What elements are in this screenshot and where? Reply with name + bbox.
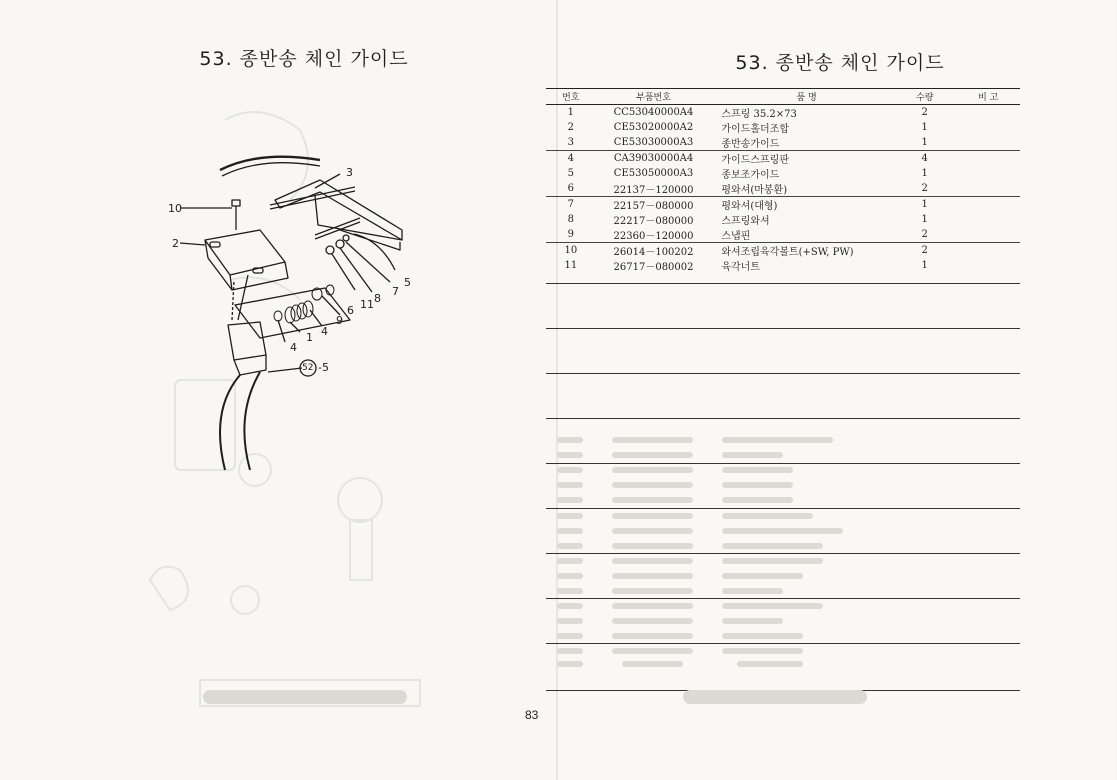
left-page <box>0 0 558 780</box>
empty-row-rule <box>546 418 1020 419</box>
cell-part-no: CC53040000A4 <box>613 107 694 118</box>
cell-part-no: 22157－080000 <box>613 201 694 212</box>
header-part-no: 부품번호 <box>596 89 712 105</box>
cell-remark <box>956 227 1020 243</box>
left-page-title: 53. 종반송 체인 가이드 <box>199 48 409 70</box>
cell-remark <box>956 243 1020 259</box>
cell-name: 스프링 35.2×73 <box>721 109 797 120</box>
empty-row-rule <box>546 373 1020 374</box>
cell-no: 8 <box>567 214 575 225</box>
table-row <box>546 151 1020 167</box>
cell-qty: 1 <box>893 135 956 151</box>
empty-row-rule <box>546 283 1020 284</box>
cell-no: 10 <box>564 245 578 256</box>
cell-name: 가이드홀더조합 <box>721 124 789 135</box>
cell-remark <box>956 197 1020 213</box>
cell-part-no: 22217－080000 <box>613 216 694 227</box>
cell-part-no: CA39030000A4 <box>613 153 694 164</box>
cell-name: 가이드스프링판 <box>721 155 789 166</box>
header-qty: 수량 <box>893 89 956 105</box>
callout-5: 5 <box>404 276 411 289</box>
cell-qty: 2 <box>893 227 956 243</box>
cell-name: 스냅핀 <box>711 227 893 243</box>
cell-part-no: CE53020000A2 <box>613 122 694 133</box>
cell-part-no: 22137－120000 <box>596 181 712 197</box>
cell-qty: 4 <box>921 153 928 164</box>
cell-remark <box>956 151 1020 167</box>
cell-qty: 1 <box>921 168 928 179</box>
table-row <box>546 135 1020 151</box>
cell-no: 6 <box>546 181 596 197</box>
header-no: 번호 <box>546 89 596 105</box>
cell-no: 2 <box>567 122 575 133</box>
cell-no: 3 <box>546 135 596 151</box>
callout-9: 9 <box>336 314 343 327</box>
cell-name: 스프링와셔 <box>721 216 770 227</box>
cell-no: 7 <box>567 199 575 210</box>
empty-row-rule <box>546 463 1020 464</box>
cell-name: 와셔조립육각볼트(+SW, PW) <box>721 247 854 258</box>
cell-remark <box>956 166 1020 181</box>
cell-no: 9 <box>546 227 596 243</box>
cell-qty: 2 <box>893 181 956 197</box>
header-name: 품 명 <box>711 89 893 105</box>
callout-1: 1 <box>306 331 313 344</box>
cell-qty: 1 <box>921 199 928 210</box>
parts-list-table <box>546 88 1020 273</box>
cell-name: 종반송가이드 <box>711 135 893 151</box>
table-row <box>546 243 1020 259</box>
cell-remark <box>956 120 1020 135</box>
cell-no: 5 <box>567 168 575 179</box>
empty-row-rule <box>546 598 1020 599</box>
cell-name: 종보조가이드 <box>721 170 780 181</box>
empty-row-rule <box>546 690 1020 691</box>
callout-52: 52 <box>302 363 314 373</box>
cell-part-no: 26014－100202 <box>613 247 694 258</box>
callout-7: 7 <box>392 285 399 298</box>
exploded-parts-diagram <box>140 110 460 730</box>
callout-4-upper: 4 <box>321 325 328 338</box>
empty-row-rule <box>546 328 1020 329</box>
header-remark: 비 고 <box>956 89 1020 105</box>
callout-2: 2 <box>172 237 179 250</box>
cell-qty: 2 <box>921 245 928 256</box>
cell-remark <box>956 105 1020 121</box>
table-row <box>546 120 1020 135</box>
callout-8: 8 <box>374 292 381 305</box>
callout-4-lower: 4 <box>290 341 297 354</box>
cell-part-no: CE53030000A3 <box>596 135 712 151</box>
page-number: 83 <box>525 708 539 722</box>
cell-qty: 1 <box>921 214 928 225</box>
table-header-row <box>546 89 1020 105</box>
cell-name: 육각너트 <box>721 262 760 273</box>
cell-part-no: 26717－080002 <box>613 262 694 273</box>
table-row <box>546 258 1020 273</box>
cell-part-no: 22360－120000 <box>596 227 712 243</box>
callout-minus-5: -5 <box>318 361 329 374</box>
table-row <box>546 181 1020 197</box>
cell-part-no: CE53050000A3 <box>613 168 694 179</box>
callout-11: 11 <box>360 298 374 311</box>
cell-qty: 1 <box>921 260 928 271</box>
empty-row-rule <box>546 508 1020 509</box>
right-page-title: 53. 종반송 체인 가이드 <box>735 52 945 74</box>
cell-name: 평와셔(마봉환) <box>711 181 893 197</box>
table-row <box>546 227 1020 243</box>
callout-10: 10 <box>168 202 182 215</box>
callout-3: 3 <box>346 166 353 179</box>
cell-remark <box>956 181 1020 197</box>
table-row <box>546 212 1020 227</box>
cell-no: 1 <box>567 107 575 118</box>
cell-remark <box>956 212 1020 227</box>
callout-6: 6 <box>347 304 354 317</box>
cell-no: 11 <box>564 260 578 271</box>
table-row <box>546 166 1020 181</box>
cell-no: 4 <box>567 153 575 164</box>
cell-name: 평와셔(대형) <box>721 201 778 212</box>
cell-remark <box>956 135 1020 151</box>
table-row <box>546 197 1020 213</box>
table-row <box>546 105 1020 121</box>
empty-row-rule <box>546 643 1020 644</box>
cell-qty: 2 <box>921 107 928 118</box>
empty-row-rule <box>546 553 1020 554</box>
cell-qty: 1 <box>921 122 928 133</box>
cell-remark <box>956 258 1020 273</box>
